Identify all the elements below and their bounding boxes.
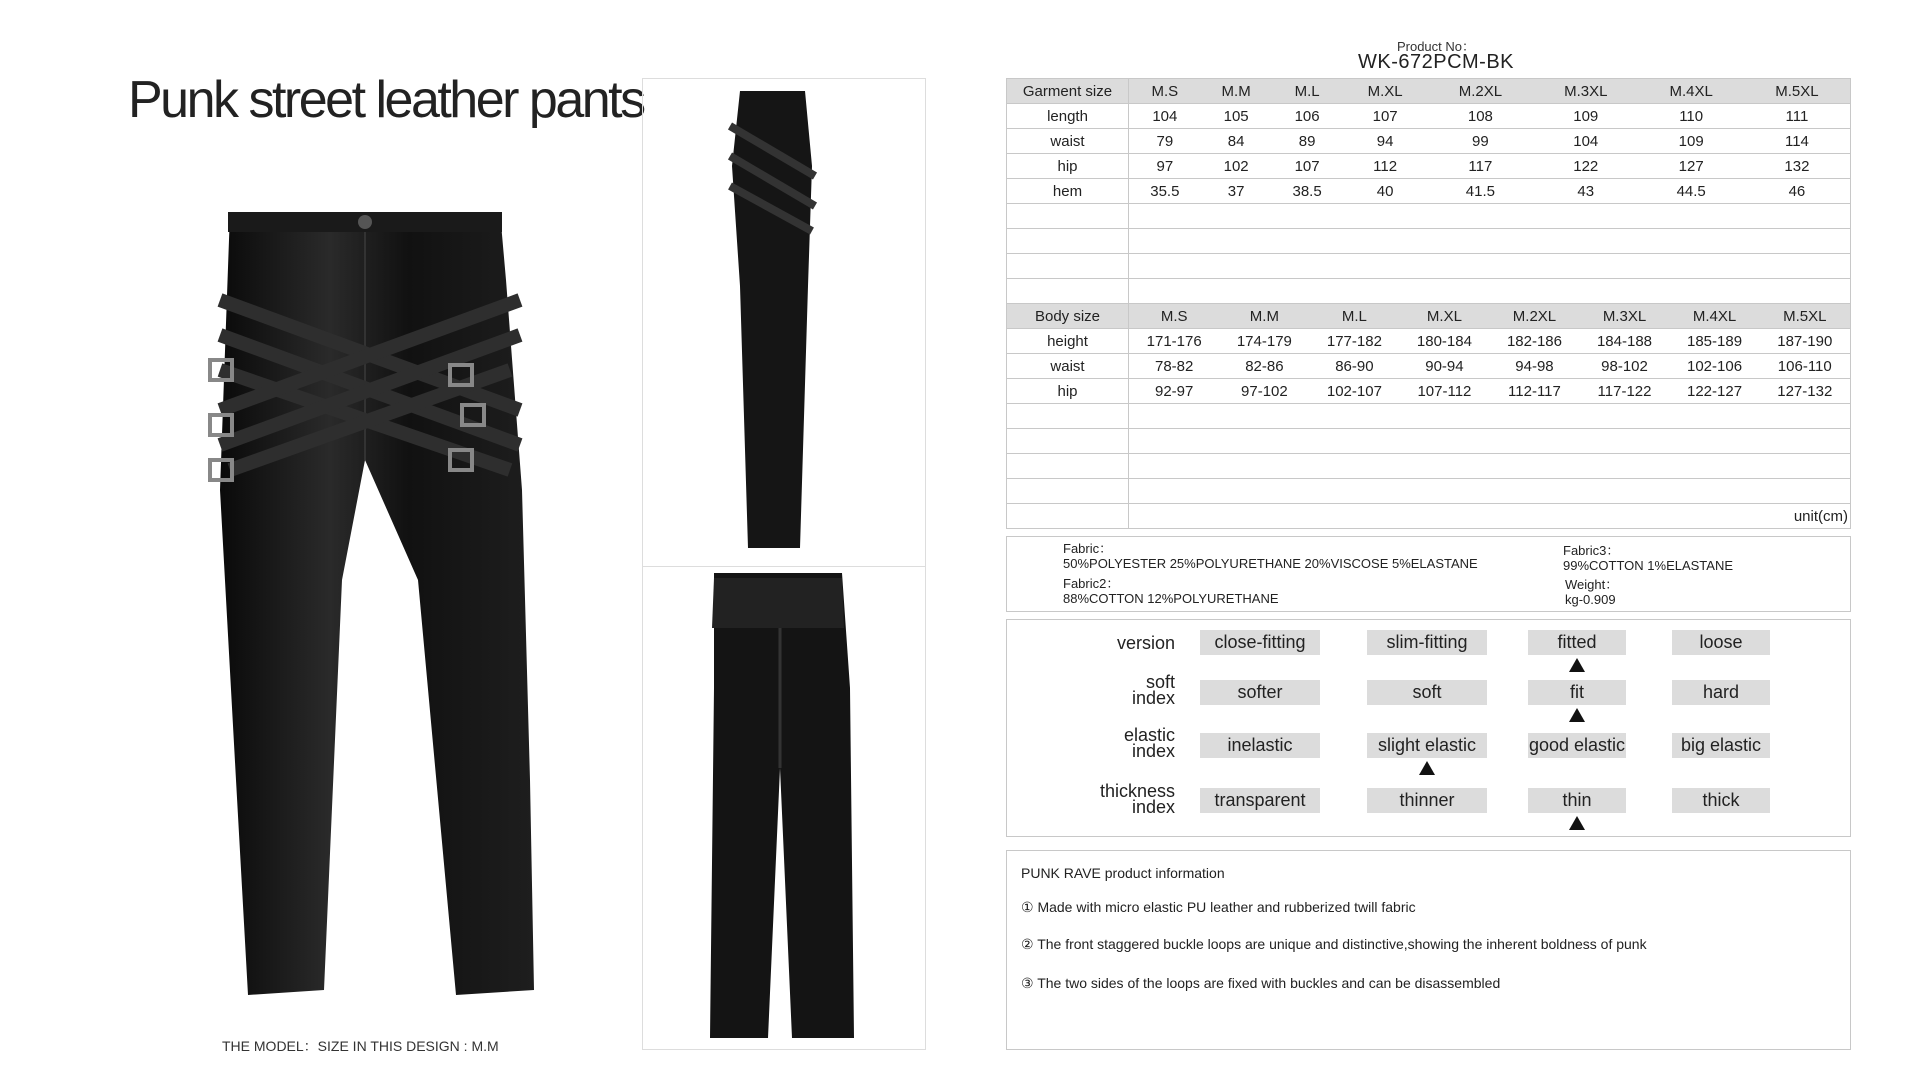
unit-row (1007, 504, 1851, 529)
empty-cell (1007, 429, 1129, 454)
fit-option: thick (1672, 788, 1770, 813)
table-cell: 86-90 (1309, 354, 1399, 379)
table-cell: 37 (1201, 179, 1272, 204)
table-cell: 38.5 (1272, 179, 1343, 204)
empty-cell (1129, 479, 1851, 504)
table-cell: 46 (1744, 179, 1851, 204)
table-cell: 102 (1201, 154, 1272, 179)
empty-row (1007, 229, 1851, 254)
table-cell: 79 (1129, 129, 1201, 154)
table-cell: 84 (1201, 129, 1272, 154)
size-header: M.M (1219, 304, 1309, 329)
body-header-row (1007, 304, 1851, 329)
product-number: WK-672PCM-BK (1357, 51, 1515, 73)
photo-divider (643, 566, 925, 567)
empty-cell (1129, 454, 1851, 479)
table-cell: 102-106 (1670, 354, 1760, 379)
body-header-label: Body size (1007, 304, 1129, 329)
empty-row (1007, 204, 1851, 229)
fit-label-line: version (1116, 633, 1175, 653)
row-label: waist (1007, 354, 1129, 379)
table-cell: 177-182 (1309, 329, 1399, 354)
fit-option: thinner (1367, 788, 1487, 813)
fit-label-line: index (1131, 741, 1175, 761)
size-header: M.M (1201, 79, 1272, 104)
body-size-table (1006, 303, 1851, 529)
fit-option: good elastic (1528, 733, 1626, 758)
table-cell: 182-186 (1489, 329, 1579, 354)
empty-row (1007, 404, 1851, 429)
fabric1-label: Fabric： (1063, 541, 1113, 556)
table-cell: 107 (1272, 154, 1343, 179)
fit-label-line: index (1131, 688, 1175, 708)
empty-cell (1129, 404, 1851, 429)
table-row (1007, 129, 1851, 154)
table-cell: 78-82 (1129, 354, 1220, 379)
fit-label-line: index (1131, 797, 1175, 817)
selected-marker-icon (1419, 761, 1435, 775)
table-cell: 114 (1744, 129, 1851, 154)
empty-row (1007, 429, 1851, 454)
fit-label-line: soft (1145, 672, 1175, 692)
table-row (1007, 379, 1851, 404)
table-cell: 99 (1428, 129, 1533, 154)
empty-cell (1007, 204, 1129, 229)
size-header: M.L (1272, 79, 1343, 104)
back-pants-photo (692, 568, 872, 1044)
table-cell: 35.5 (1129, 179, 1201, 204)
table-cell: 132 (1744, 154, 1851, 179)
empty-cell (1007, 279, 1129, 304)
table-row (1007, 104, 1851, 129)
table-cell: 185-189 (1670, 329, 1760, 354)
table-cell: 112 (1343, 154, 1428, 179)
table-row (1007, 354, 1851, 379)
size-header: M.5XL (1744, 79, 1851, 104)
fit-option: close-fitting (1200, 630, 1320, 655)
table-cell: 107 (1343, 104, 1428, 129)
table-cell: 111 (1744, 104, 1851, 129)
table-cell: 104 (1533, 129, 1638, 154)
table-cell: 89 (1272, 129, 1343, 154)
garment-header-row (1007, 79, 1851, 104)
fit-option: transparent (1200, 788, 1320, 813)
selected-marker-icon (1569, 708, 1585, 722)
row-label: length (1007, 104, 1129, 129)
empty-row (1007, 254, 1851, 279)
empty-cell (1129, 254, 1851, 279)
table-row (1007, 154, 1851, 179)
model-size-note: THE MODEL：SIZE IN THIS DESIGN : M.M (222, 1038, 499, 1054)
empty-cell (1007, 229, 1129, 254)
fit-option: slim-fitting (1367, 630, 1487, 655)
empty-cell (1007, 254, 1129, 279)
table-cell: 43 (1533, 179, 1638, 204)
selected-marker-icon (1569, 658, 1585, 672)
fit-row-label (1035, 783, 1175, 815)
fit-option: loose (1672, 630, 1770, 655)
table-cell: 90-94 (1399, 354, 1489, 379)
table-cell: 41.5 (1428, 179, 1533, 204)
fabric1-value: 50%POLYESTER 25%POLYURETHANE 20%VISCOSE 5%ELASTANE (1063, 556, 1478, 571)
empty-cell (1007, 479, 1129, 504)
garment-size-table (1006, 78, 1851, 304)
table-cell: 40 (1343, 179, 1428, 204)
table-cell: 110 (1638, 104, 1743, 129)
empty-row (1007, 479, 1851, 504)
table-cell: 122-127 (1670, 379, 1760, 404)
info-heading: PUNK RAVE product information (1021, 865, 1225, 881)
product-info-box (1006, 850, 1851, 1050)
table-cell: 44.5 (1638, 179, 1743, 204)
fabric3-label: Fabric3： (1563, 543, 1620, 558)
size-header: M.5XL (1760, 304, 1851, 329)
table-cell: 127-132 (1760, 379, 1851, 404)
size-header: M.XL (1399, 304, 1489, 329)
fit-option: soft (1367, 680, 1487, 705)
table-cell: 82-86 (1219, 354, 1309, 379)
fabric3-value: 99%COTTON 1%ELASTANE (1563, 558, 1734, 573)
row-label: hem (1007, 179, 1129, 204)
table-cell: 109 (1638, 129, 1743, 154)
row-label: hip (1007, 154, 1129, 179)
table-cell: 112-117 (1489, 379, 1579, 404)
selected-marker-icon (1569, 816, 1585, 830)
fit-option: fitted (1528, 630, 1626, 655)
info-item: ③ The two sides of the loops are fixed with buckles and can be disassembled (1021, 975, 1501, 991)
fit-option: hard (1672, 680, 1770, 705)
fit-label-line: thickness (1099, 781, 1175, 801)
size-header: M.3XL (1579, 304, 1669, 329)
fit-option: fit (1528, 680, 1626, 705)
weight-label: Weight： (1565, 577, 1619, 592)
table-cell: 117 (1428, 154, 1533, 179)
table-cell: 98-102 (1579, 354, 1669, 379)
table-cell: 184-188 (1579, 329, 1669, 354)
row-label: waist (1007, 129, 1129, 154)
fit-row-label (1035, 674, 1175, 706)
size-header: M.S (1129, 79, 1201, 104)
empty-row (1007, 279, 1851, 304)
fabric2-value: 88%COTTON 12%POLYURETHANE (1063, 591, 1279, 606)
empty-cell (1007, 454, 1129, 479)
fit-option: big elastic (1672, 733, 1770, 758)
row-label: height (1007, 329, 1129, 354)
size-header: M.4XL (1670, 304, 1760, 329)
table-cell: 104 (1129, 104, 1201, 129)
size-header: M.S (1129, 304, 1220, 329)
table-cell: 102-107 (1309, 379, 1399, 404)
table-cell: 171-176 (1129, 329, 1220, 354)
table-cell: 122 (1533, 154, 1638, 179)
table-cell: 180-184 (1399, 329, 1489, 354)
fabric-info-box (1006, 536, 1851, 612)
empty-cell (1129, 279, 1851, 304)
table-cell: 92-97 (1129, 379, 1220, 404)
fit-row-label (1035, 635, 1175, 651)
garment-header-label: Garment size (1007, 79, 1129, 104)
fit-option: slight elastic (1367, 733, 1487, 758)
empty-cell (1129, 429, 1851, 454)
fit-row-label (1035, 727, 1175, 759)
row-label: hip (1007, 379, 1129, 404)
fit-label-line: elastic (1123, 725, 1175, 745)
info-item: ① Made with micro elastic PU leather and rubberized twill fabric (1021, 899, 1416, 915)
fit-scale-box (1006, 619, 1851, 837)
table-cell: 117-122 (1579, 379, 1669, 404)
empty-cell (1129, 229, 1851, 254)
unit-label: unit(cm) (1129, 504, 1851, 529)
table-cell: 187-190 (1760, 329, 1851, 354)
size-header: M.XL (1343, 79, 1428, 104)
size-header: M.3XL (1533, 79, 1638, 104)
table-cell: 94 (1343, 129, 1428, 154)
fit-option: thin (1528, 788, 1626, 813)
table-cell: 94-98 (1489, 354, 1579, 379)
size-header: M.4XL (1638, 79, 1743, 104)
empty-row (1007, 454, 1851, 479)
table-cell: 106-110 (1760, 354, 1851, 379)
table-cell: 107-112 (1399, 379, 1489, 404)
table-cell: 97 (1129, 154, 1201, 179)
fit-option: softer (1200, 680, 1320, 705)
fit-option: inelastic (1200, 733, 1320, 758)
table-cell: 127 (1638, 154, 1743, 179)
info-item: ② The front staggered buckle loops are unique and distinctive,showing the inherent boldness of punk (1021, 936, 1647, 952)
weight-value: kg-0.909 (1565, 592, 1616, 607)
table-row (1007, 329, 1851, 354)
side-pants-photo (700, 86, 880, 556)
empty-cell (1007, 504, 1129, 529)
table-row (1007, 179, 1851, 204)
table-cell: 174-179 (1219, 329, 1309, 354)
empty-cell (1007, 404, 1129, 429)
table-cell: 109 (1533, 104, 1638, 129)
table-cell: 106 (1272, 104, 1343, 129)
size-header: M.L (1309, 304, 1399, 329)
table-cell: 105 (1201, 104, 1272, 129)
front-pants-photo (150, 160, 570, 1020)
size-header: M.2XL (1428, 79, 1533, 104)
table-cell: 108 (1428, 104, 1533, 129)
product-number-label: Product No： (1396, 39, 1476, 54)
fabric2-label: Fabric2： (1063, 576, 1120, 591)
table-cell: 97-102 (1219, 379, 1309, 404)
page-title: Punk street leather pants (128, 71, 644, 129)
size-header: M.2XL (1489, 304, 1579, 329)
empty-cell (1129, 204, 1851, 229)
